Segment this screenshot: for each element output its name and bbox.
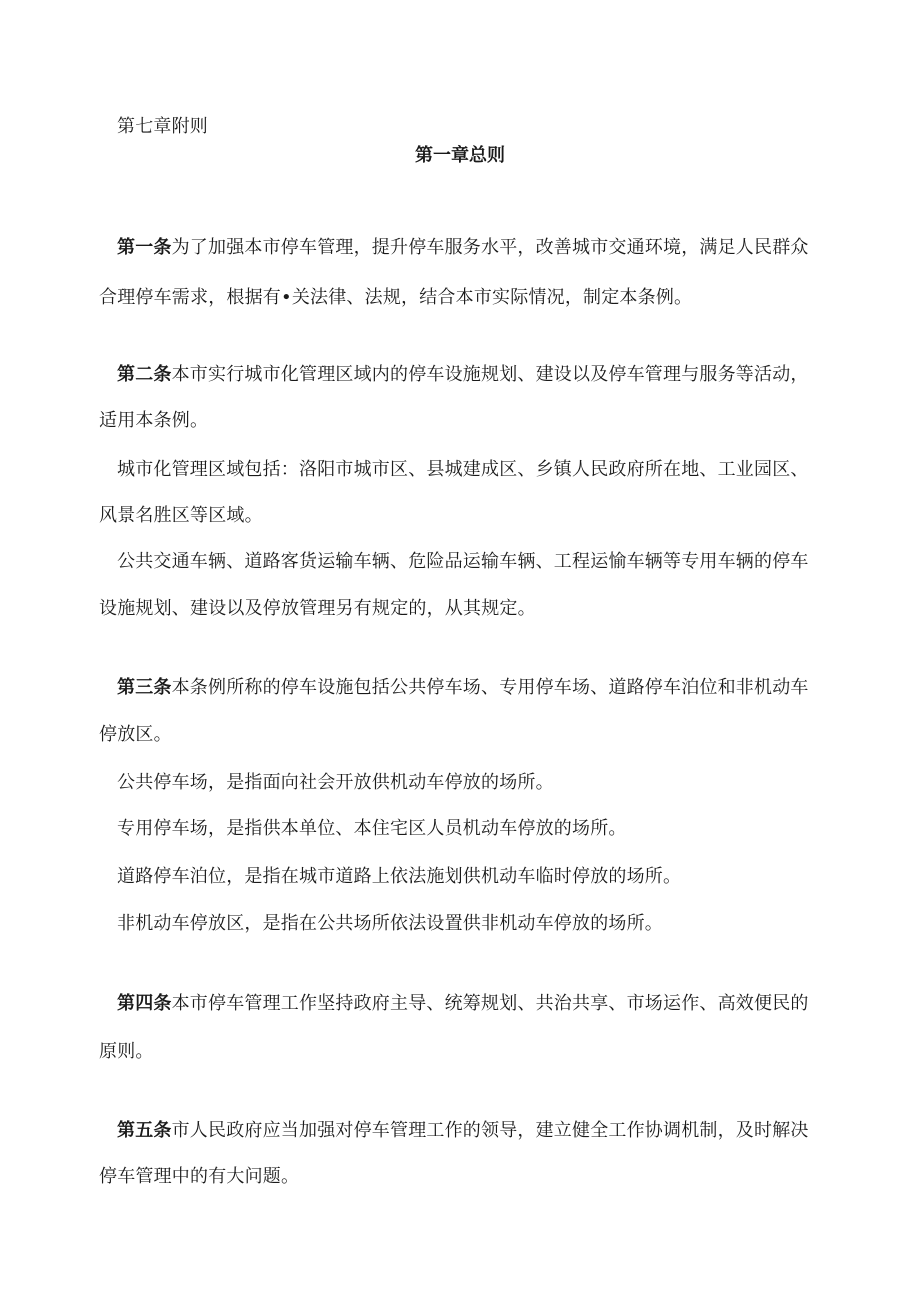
article-5-line-2: 停车管理中的有大问题。	[99, 1166, 300, 1187]
article-2-label: 第二条	[117, 364, 172, 385]
article-3-line-2: 停放区。	[99, 724, 172, 745]
article-1-line-2: 合理停车需求，根据有•关法律、法规，结合本市实际情况，制定本条例。	[99, 287, 693, 308]
article-5-line-1	[117, 1118, 809, 1144]
article-1-line-1	[117, 235, 809, 261]
article-2-para-2-line-2: 设施规划、建设以及停放管理另有规定的，从其规定。	[99, 598, 536, 619]
article-2-line-2: 适用本条例。	[99, 410, 209, 431]
toc-line: 第七章附则	[117, 116, 208, 137]
article-2-text-1: 本市实行城市化管理区域内的停车设施规划、建设以及停车管理与服务等活动，	[171, 364, 809, 385]
article-4-line-2: 原则。	[99, 1041, 154, 1062]
article-5-text-1: 市人民政府应当加强对停车管理工作的领导，建立健全工作协调机制，及时解决	[171, 1120, 809, 1141]
article-2-para-1-line-1: 城市化管理区域包括：洛阳市城市区、县城建成区、乡镇人民政府所在地、工业园区、	[117, 459, 809, 480]
article-3-line-1	[117, 675, 809, 701]
article-4-line-1	[117, 991, 809, 1017]
article-4-label: 第四条	[117, 993, 172, 1014]
article-3-para-4: 非机动车停放区，是指在公共场所依法设置供非机动车停放的场所。	[117, 913, 663, 934]
chapter-title: 第一章总则	[415, 145, 505, 166]
article-3-para-3: 道路停车泊位，是指在城市道路上依法施划供机动车临时停放的场所。	[117, 866, 682, 887]
article-3-label: 第三条	[117, 677, 172, 698]
article-2-para-2-line-1: 公共交通车辆、道路客货运输车辆、危险品运输车辆、工程运愉车辆等专用车辆的停车	[117, 551, 809, 572]
article-2-line-1	[117, 362, 809, 388]
article-4-text-1: 本市停车管理工作坚持政府主导、统筹规划、共治共享、市场运作、高效便民的	[171, 993, 809, 1014]
article-3-text-1: 本条例所称的停车设施包括公共停车场、专用停车场、道路停车泊位和非机动车	[171, 677, 809, 698]
article-2-para-1-line-2: 风景名胜区等区域。	[99, 505, 263, 526]
article-3-para-2: 专用停车场，是指供本单位、本住宅区人员机动车停放的场所。	[117, 818, 627, 839]
article-1-text-1: 为了加强本市停车管理，提升停车服务水平，改善城市交通环境，满足人民群众	[171, 237, 809, 258]
article-1-label: 第一条	[117, 237, 172, 258]
article-3-para-1: 公共停车场，是指面向社会开放供机动车停放的场所。	[117, 772, 554, 793]
article-5-label: 第五条	[117, 1120, 172, 1141]
